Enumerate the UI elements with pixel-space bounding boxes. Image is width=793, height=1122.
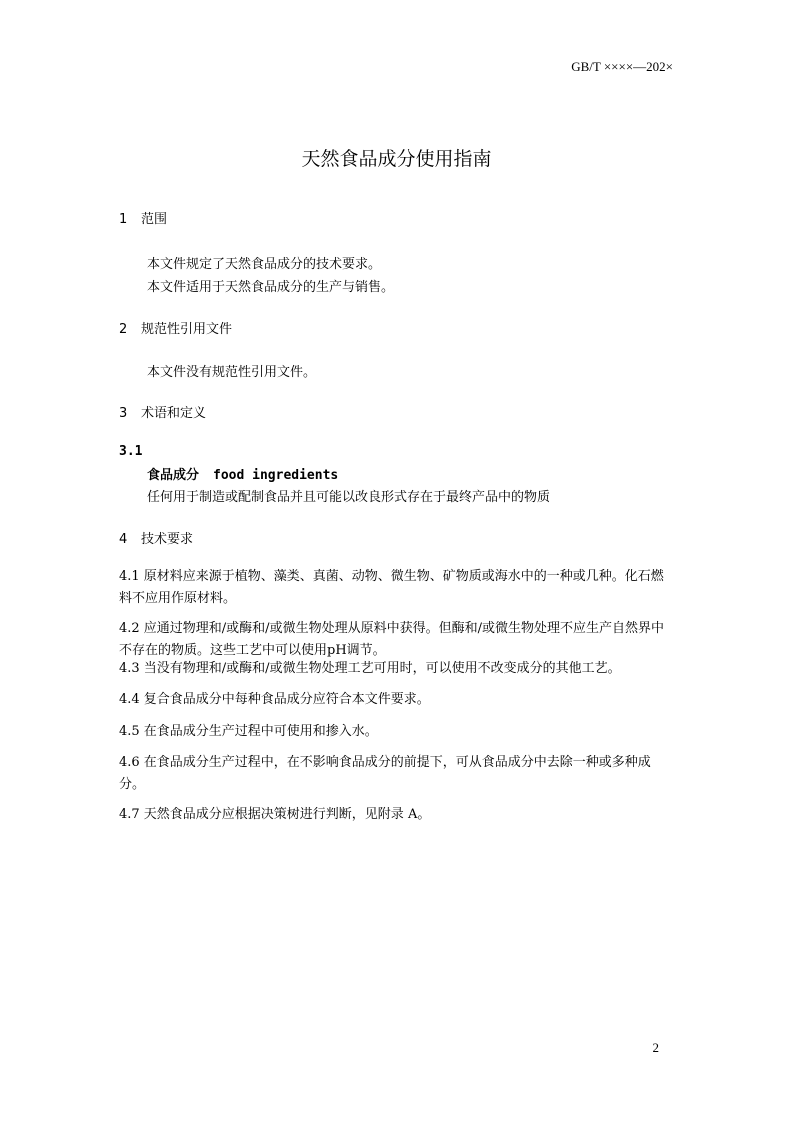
clause-4-2: 4.2 应通过物理和/或酶和/或微生物处理从原料中获得。但酶和/或微生物处理不应生产自然界中不存在的物质。这些工艺中可以使用pH调节。 <box>119 621 664 658</box>
section-heading <box>119 318 232 337</box>
term-entry <box>147 464 338 483</box>
section-number: 1 <box>119 212 128 227</box>
term-definition: 任何用于制造或配制食品并且可能以改良形式存在于最终产品中的物质 <box>147 490 551 505</box>
section-title: 范围 <box>141 212 168 227</box>
standard-code: GB/T ××××—202× <box>571 59 673 74</box>
section-number: 4 <box>119 532 128 547</box>
page-number: 2 <box>652 1040 659 1055</box>
section-heading <box>119 208 167 227</box>
section-title: 技术要求 <box>141 532 194 547</box>
clause-4-5: 4.5 在食品成分生产过程中可使用和掺入水。 <box>119 724 378 739</box>
term-chinese: 食品成分 <box>147 468 200 483</box>
clause-4-7: 4.7 天然食品成分应根据决策树进行判断，见附录 A。 <box>119 807 431 822</box>
section-number: 2 <box>119 322 128 337</box>
section-heading <box>119 528 193 547</box>
clause-4-1: 4.1 原材料应来源于植物、藻类、真菌、动物、微生物、矿物质或海水中的一种或几种。化石燃料不应用作原材料。 <box>119 569 664 606</box>
paragraph: 本文件没有规范性引用文件。 <box>147 365 317 380</box>
paragraph: 本文件规定了天然食品成分的技术要求。 <box>147 257 382 272</box>
term-number: 3.1 <box>119 444 143 459</box>
section-title: 规范性引用文件 <box>141 322 233 337</box>
paragraph: 本文件适用于天然食品成分的生产与销售。 <box>147 280 395 295</box>
section-number: 3 <box>119 406 128 421</box>
clause-4-3: 4.3 当没有物理和/或酶和/或微生物处理工艺可用时，可以使用不改变成分的其他工艺。 <box>119 661 621 676</box>
term-english: food ingredients <box>213 468 339 483</box>
clause-4-6: 4.6 在食品成分生产过程中，在不影响食品成分的前提下，可从食品成分中去除一种或多种成分。 <box>119 755 651 792</box>
section-heading <box>119 402 206 421</box>
document-title: 天然食品成分使用指南 <box>301 148 492 170</box>
section-title: 术语和定义 <box>141 406 207 421</box>
clause-4-4: 4.4 复合食品成分中每种食品成分应符合本文件要求。 <box>119 692 430 707</box>
